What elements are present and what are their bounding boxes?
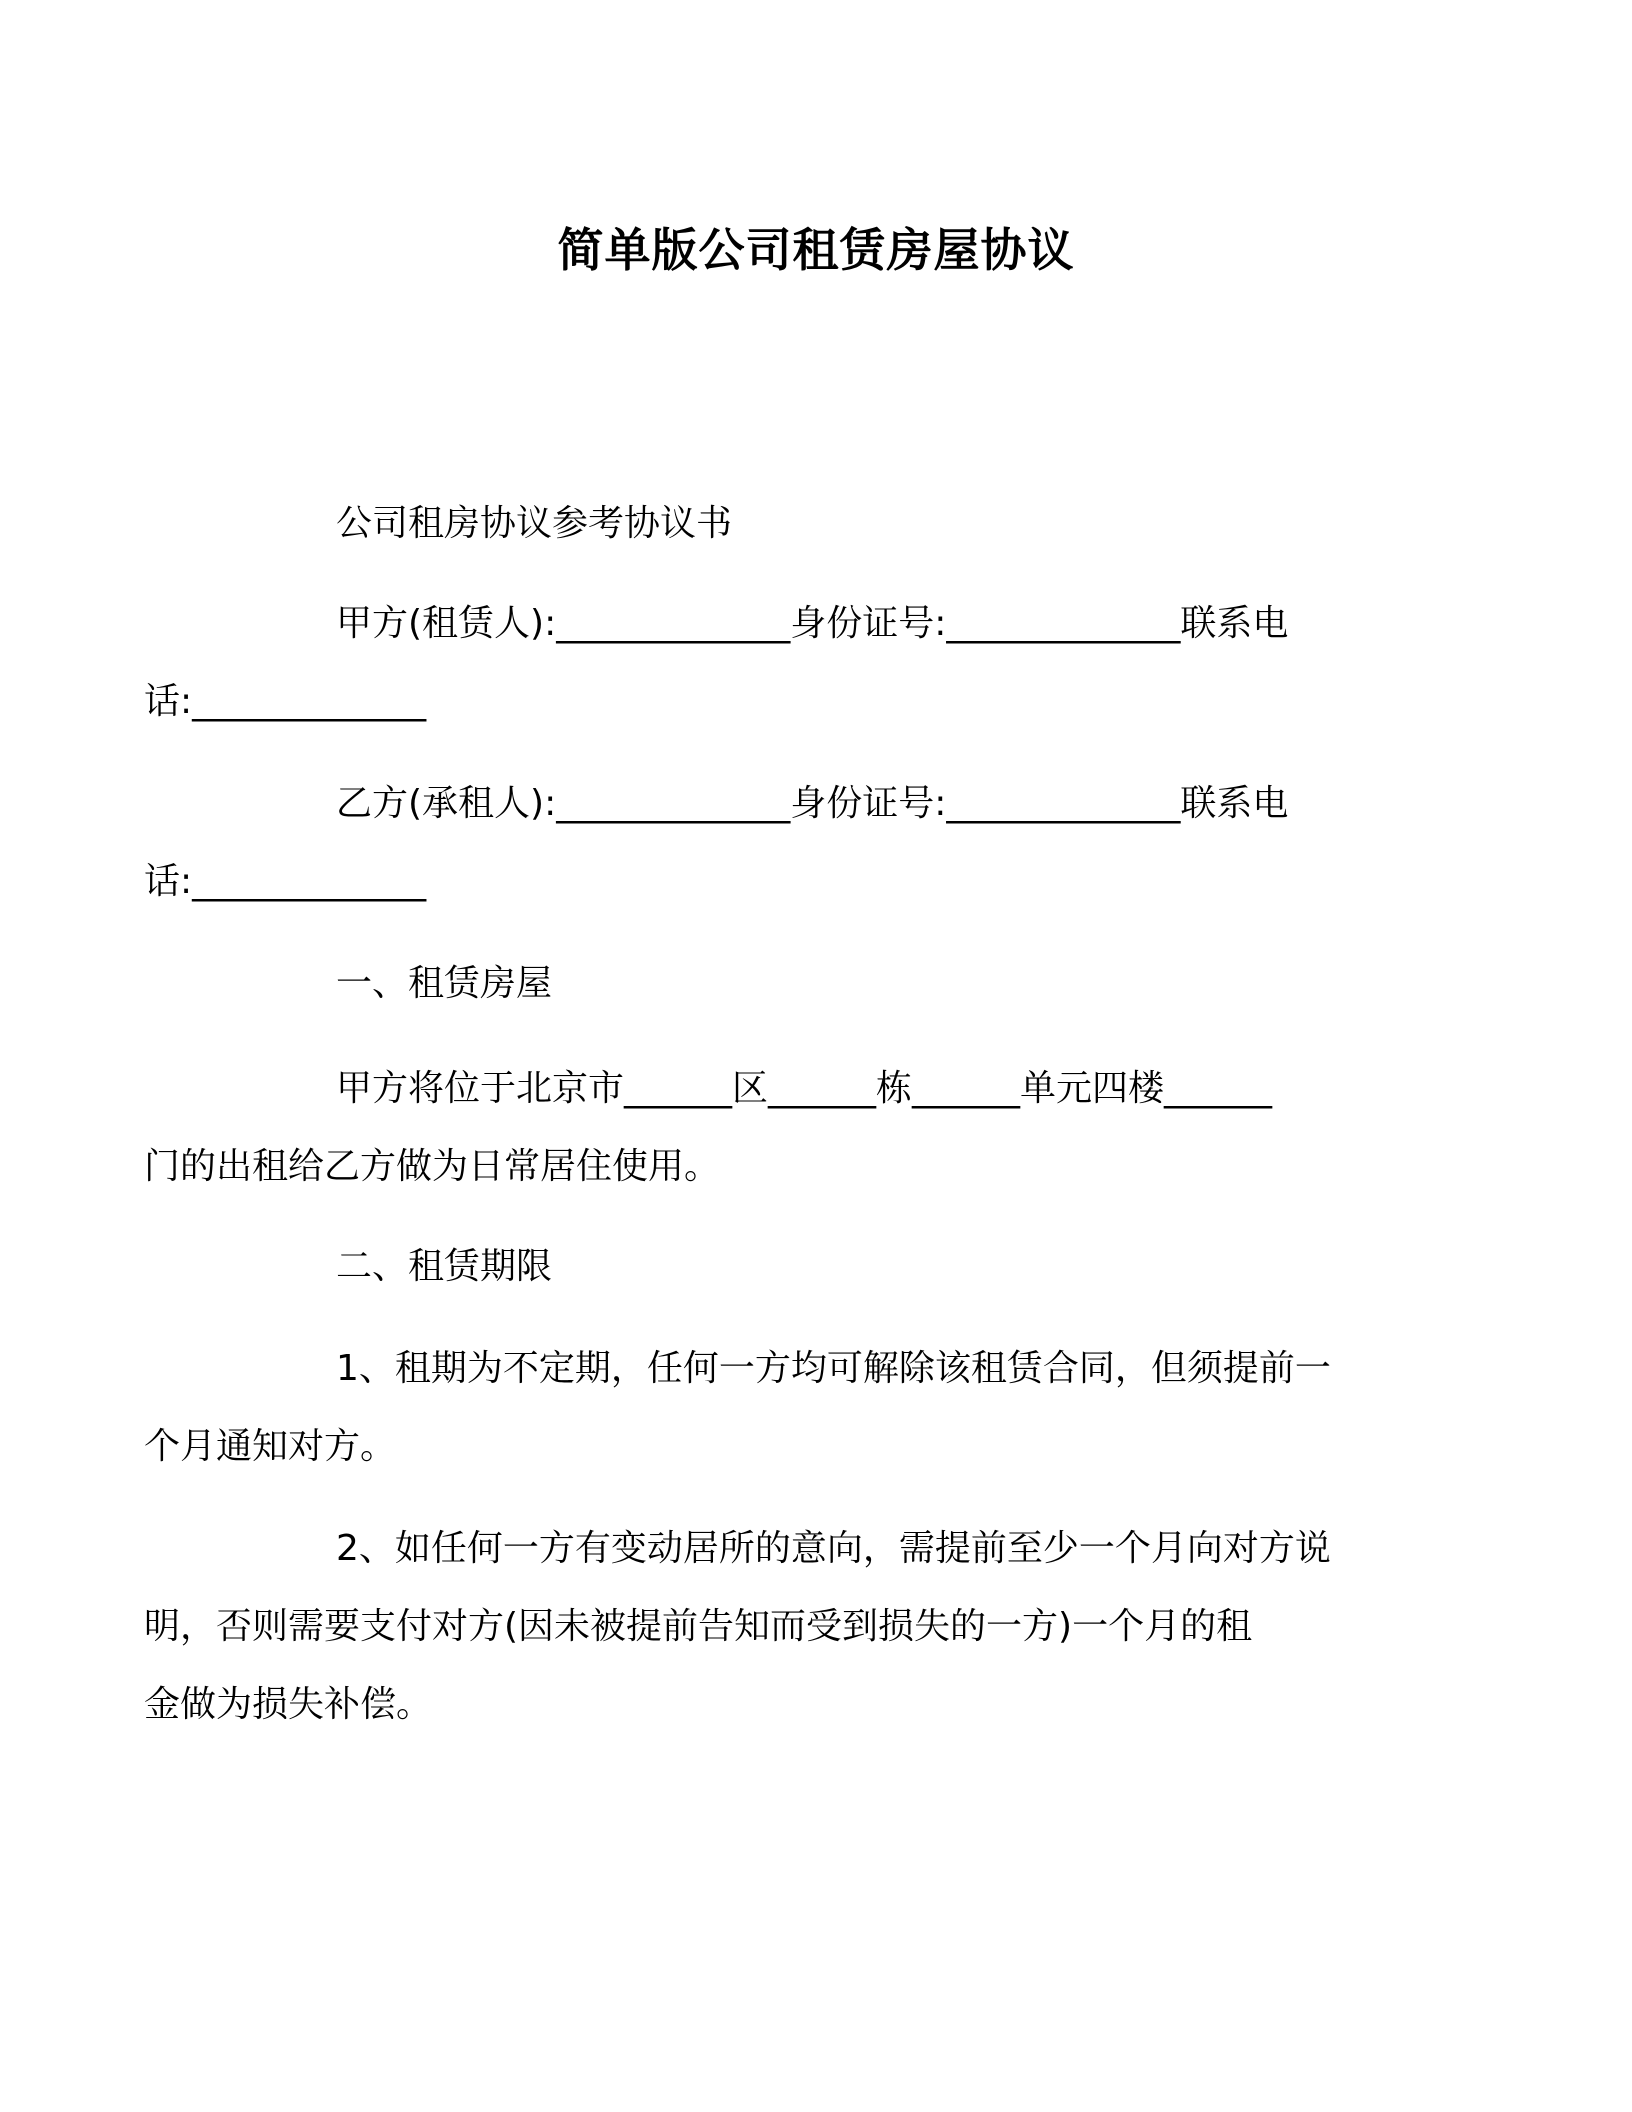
- section-2-item-2-line-3: 金做为损失补偿。: [144, 1684, 433, 1725]
- party-a-line-2: 话:_____________: [144, 681, 427, 722]
- section-2-item-1-line-1: 1、租期为不定期，任何一方均可解除该租赁合同，但须提前一: [336, 1348, 1331, 1389]
- party-b-line-1: 乙方(承租人):_____________身份证号:_____________联系电: [336, 783, 1289, 824]
- party-a-paragraph: [144, 585, 1400, 741]
- party-a-line-1: 甲方(租赁人):_____________身份证号:_____________联系电: [336, 603, 1289, 644]
- section-1-heading-text: 一、租赁房屋: [336, 963, 553, 1004]
- section-2-item-1: [144, 1330, 1400, 1486]
- section-1-line-1: 甲方将位于北京市______区______栋______单元四楼______: [336, 1068, 1273, 1109]
- section-2-heading-text: 二、租赁期限: [336, 1246, 553, 1287]
- document-title: 简单版公司租赁房屋协议: [557, 223, 1075, 277]
- document-subtitle: [240, 485, 1400, 563]
- subtitle-text: 公司租房协议参考协议书: [336, 503, 733, 544]
- section-1-line-2: 门的出租给乙方做为日常居住使用。: [144, 1146, 721, 1187]
- section-1-heading: [240, 945, 1400, 1023]
- section-2-item-2-line-1: 2、如任何一方有变动居所的意向，需提前至少一个月向对方说: [336, 1528, 1331, 1569]
- party-b-line-2: 话:_____________: [144, 861, 427, 902]
- section-2-item-1-line-2: 个月通知对方。: [144, 1426, 397, 1467]
- party-b-paragraph: [144, 765, 1400, 921]
- section-2-heading: [240, 1228, 1400, 1306]
- section-2-item-2: [144, 1510, 1400, 1744]
- section-1-paragraph: [144, 1050, 1400, 1206]
- section-2-item-2-line-2: 明，否则需要支付对方(因未被提前告知而受到损失的一方)一个月的租: [144, 1606, 1253, 1647]
